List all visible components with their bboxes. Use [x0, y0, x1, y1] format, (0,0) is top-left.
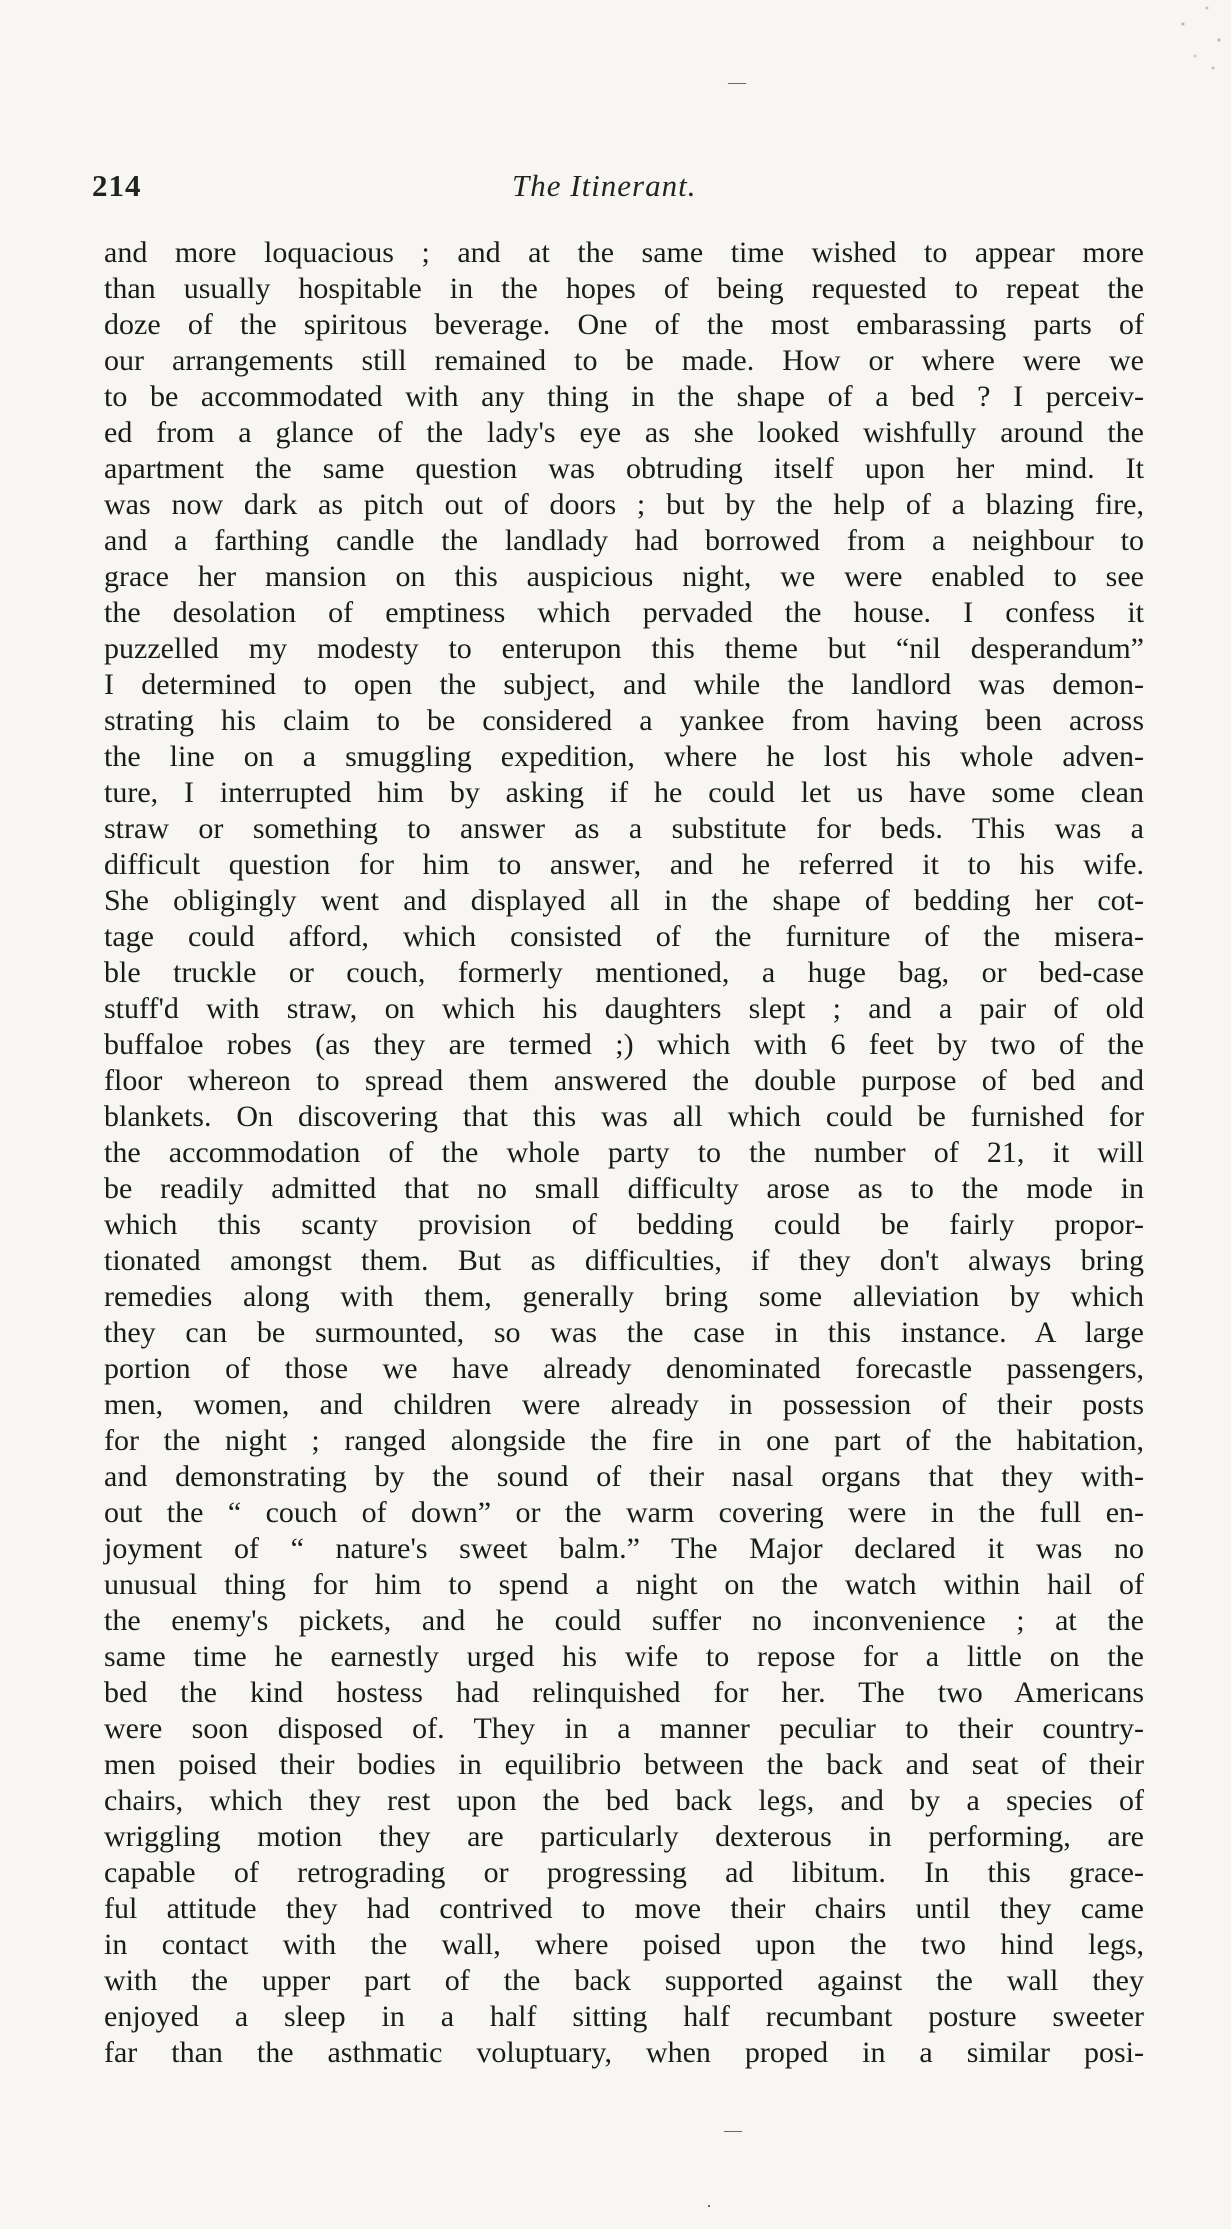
text-line: the desolation of emptiness which pervaded the house. I confess it [104, 596, 1144, 629]
text-line: which this scanty provision of bedding could be fairly propor- [104, 1208, 1144, 1241]
text-line: straw or something to answer as a substitute for beds. This was a [104, 812, 1144, 845]
text-line: puzzelled my modesty to enterupon this theme but “nil desperandum” [104, 632, 1144, 665]
text-line: strating his claim to be considered a yankee from having been across [104, 704, 1144, 737]
text-line: capable of retrograding or progressing ad libitum. In this grace- [104, 1856, 1144, 1889]
text-line: for the night ; ranged alongside the fire in one part of the habitation, [104, 1424, 1144, 1457]
text-line: buffaloe robes (as they are termed ;) which with 6 feet by two of the [104, 1028, 1144, 1061]
text-line: apartment the same question was obtruding itself upon her mind. It [104, 452, 1144, 485]
page-number: 214 [92, 168, 142, 203]
page-header [92, 168, 1142, 208]
text-line: men poised their bodies in equilibrio between the back and seat of their [104, 1748, 1144, 1781]
text-line: enjoyed a sleep in a half sitting half recumbant posture sweeter [104, 2000, 1144, 2033]
text-line: bed the kind hostess had relinquished for her. The two Americans [104, 1676, 1144, 1709]
paper-speckle-decoration [1171, 0, 1231, 80]
text-line: to be accommodated with any thing in the shape of a bed ? I perceiv- [104, 380, 1144, 413]
text-line: stuff'd with straw, on which his daughters slept ; and a pair of old [104, 992, 1144, 1025]
text-line: were soon disposed of. They in a manner peculiar to their country- [104, 1712, 1144, 1745]
text-line: doze of the spiritous beverage. One of the most embarassing parts of [104, 308, 1144, 341]
text-line: wriggling motion they are particularly dexterous in performing, are [104, 1820, 1144, 1853]
text-line: men, women, and children were already in possession of their posts [104, 1388, 1144, 1421]
text-line: far than the asthmatic voluptuary, when proped in a similar posi- [104, 2036, 1144, 2069]
text-line: grace her mansion on this auspicious night, we were enabled to see [104, 560, 1144, 593]
text-line: remedies along with them, generally bring some alleviation by which [104, 1280, 1144, 1313]
text-line: our arrangements still remained to be made. How or where were we [104, 344, 1144, 377]
text-line: was now dark as pitch out of doors ; but by the help of a blazing fire, [104, 488, 1144, 521]
dot-ornament: · [706, 2196, 712, 2216]
text-line: than usually hospitable in the hopes of being requested to repeat the [104, 272, 1144, 305]
text-line: and a farthing candle the landlady had borrowed from a neighbour to [104, 524, 1144, 557]
text-line: the line on a smuggling expedition, where he lost his whole adven- [104, 740, 1144, 773]
text-line: ed from a glance of the lady's eye as she looked wishfully around the [104, 416, 1144, 449]
text-line: be readily admitted that no small difficulty arose as to the mode in [104, 1172, 1144, 1205]
text-line: and more loquacious ; and at the same time wished to appear more [104, 236, 1144, 269]
text-line: tage could afford, which consisted of the furniture of the misera- [104, 920, 1144, 953]
text-line: the accommodation of the whole party to the number of 21, it will [104, 1136, 1144, 1169]
body-text [104, 235, 1144, 2095]
running-head: The Itinerant. [512, 168, 697, 203]
text-line: chairs, which they rest upon the bed back legs, and by a species of [104, 1784, 1144, 1817]
dash-ornament: — [724, 2120, 742, 2140]
text-line: joyment of “ nature's sweet balm.” The Major declared it was no [104, 1532, 1144, 1565]
text-line: with the upper part of the back supported against the wall they [104, 1964, 1144, 1997]
text-line: same time he earnestly urged his wife to repose for a little on the [104, 1640, 1144, 1673]
text-line: they can be surmounted, so was the case in this instance. A large [104, 1316, 1144, 1349]
text-line: She obligingly went and displayed all in the shape of bedding her cot- [104, 884, 1144, 917]
text-line: and demonstrating by the sound of their nasal organs that they with- [104, 1460, 1144, 1493]
text-line: floor whereon to spread them answered the double purpose of bed and [104, 1064, 1144, 1097]
text-line: tionated amongst them. But as difficulties, if they don't always bring [104, 1244, 1144, 1277]
text-line: in contact with the wall, where poised upon the two hind legs, [104, 1928, 1144, 1961]
text-line: ful attitude they had contrived to move their chairs until they came [104, 1892, 1144, 1925]
text-line: out the “ couch of down” or the warm covering were in the full en- [104, 1496, 1144, 1529]
text-line: ble truckle or couch, formerly mentioned, a huge bag, or bed-case [104, 956, 1144, 989]
text-line: blankets. On discovering that this was all which could be furnished for [104, 1100, 1144, 1133]
text-line: ture, I interrupted him by asking if he could let us have some clean [104, 776, 1144, 809]
text-line: I determined to open the subject, and while the landlord was demon- [104, 668, 1144, 701]
text-line: the enemy's pickets, and he could suffer no inconvenience ; at the [104, 1604, 1144, 1637]
text-line: difficult question for him to answer, and he referred it to his wife. [104, 848, 1144, 881]
text-line: unusual thing for him to spend a night on the watch within hail of [104, 1568, 1144, 1601]
text-line: portion of those we have already denominated forecastle passengers, [104, 1352, 1144, 1385]
dash-ornament: — [728, 72, 746, 92]
